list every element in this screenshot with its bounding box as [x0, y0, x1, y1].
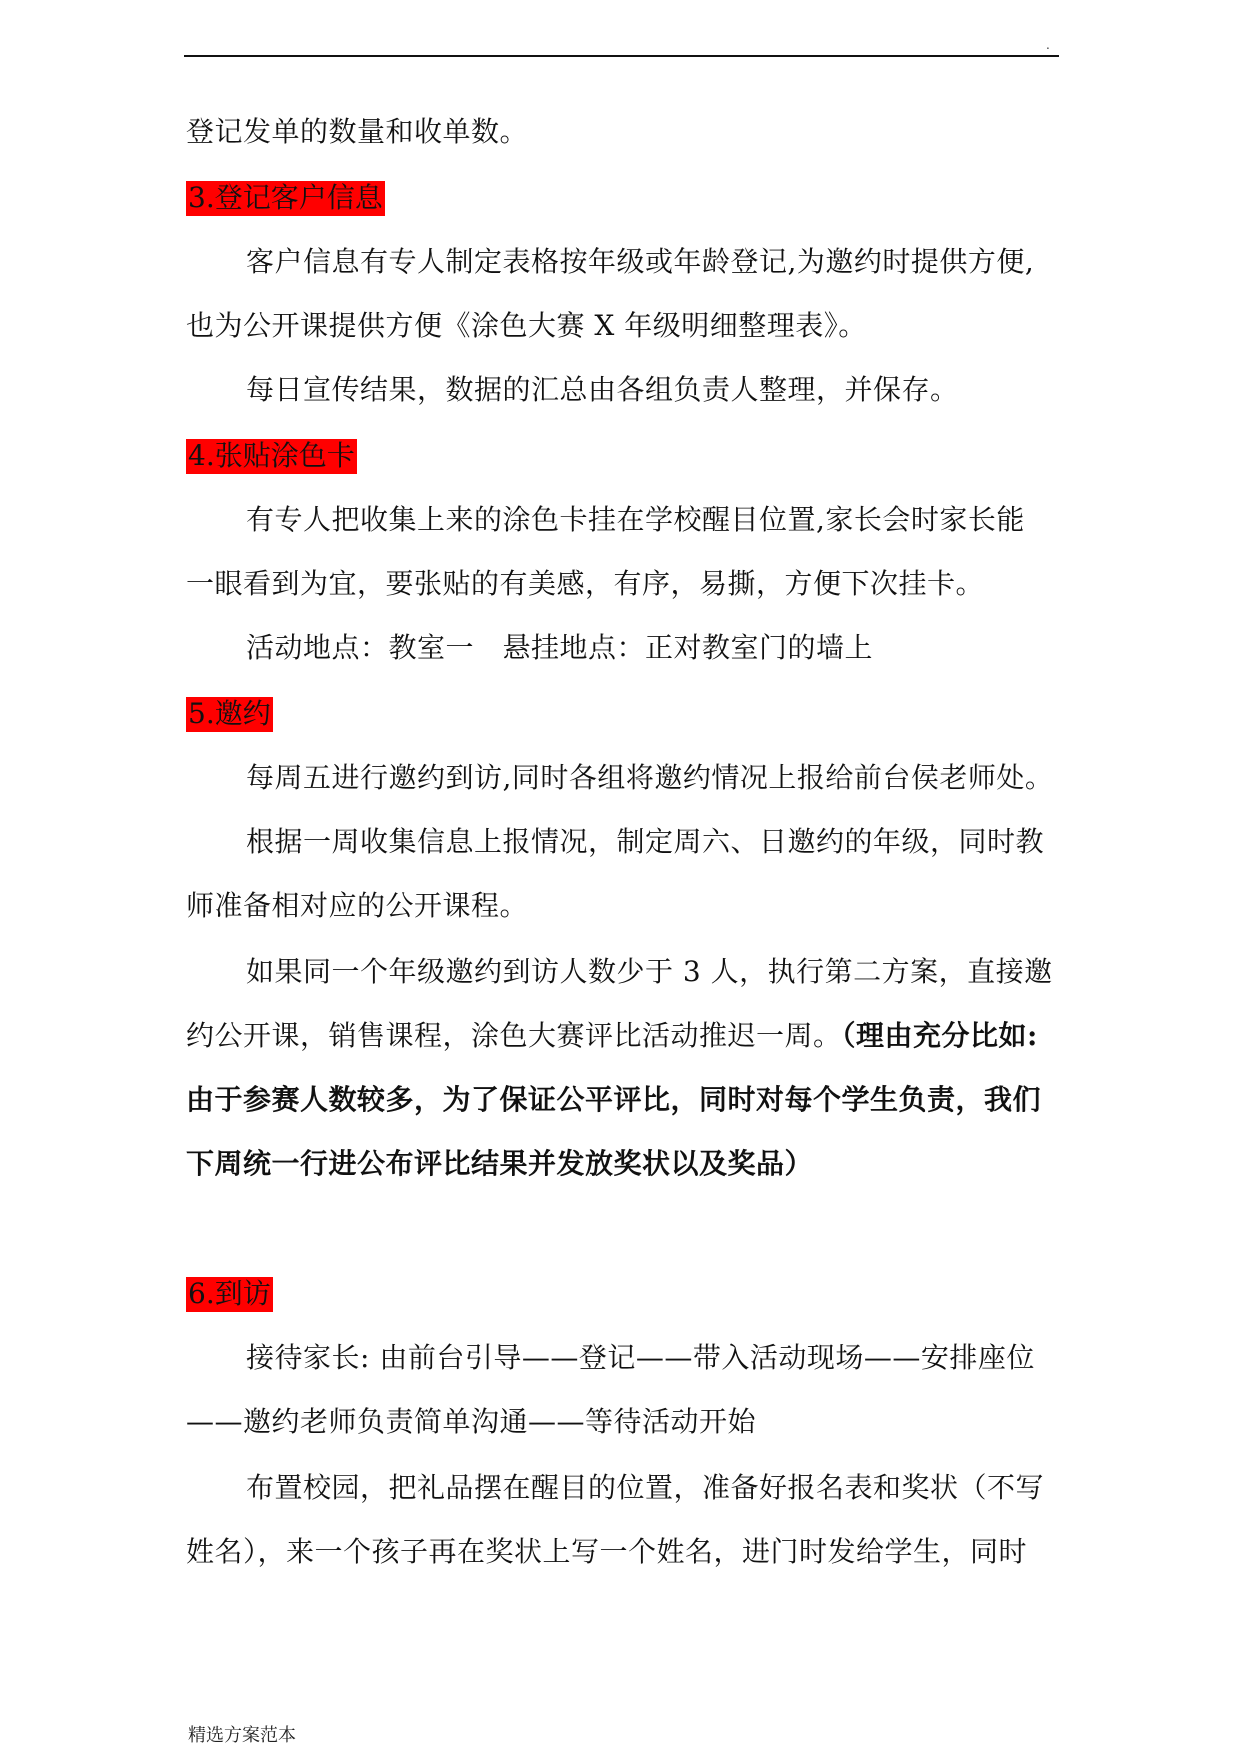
s4-p1-line2: 一眼看到为宜，要张贴的有美感，有序，易撕，方便下次挂卡。 [186, 567, 985, 600]
s5-p3-line4: 下周统一行进公布评比结果并发放奖状以及奖品） [186, 1147, 814, 1180]
s5-p3-line2-normal: 约公开课，销售课程，涂色大赛评比活动推迟一周。 [186, 1019, 842, 1052]
heading-s4-label: 4.张贴涂色卡 [188, 439, 355, 472]
footer-text: 精选方案范本 [188, 1725, 296, 1746]
intro-tail: 登记发单的数量和收单数。 [186, 115, 529, 148]
s5-p3-line2-bold: （理由充分比如: [841, 1019, 1038, 1052]
heading-s6 [186, 1274, 273, 1314]
s5-p1: 每周五进行邀约到访,同时各组将邀约情况上报给前台侯老师处。 [246, 761, 1054, 794]
s5-p2-line1: 根据一周收集信息上报情况，制定周六、日邀约的年级，同时教 [246, 825, 1045, 858]
heading-s5-label: 5.邀约 [188, 697, 271, 730]
header-mark: . [1046, 38, 1050, 52]
s6-p2-line2: 姓名），来一个孩子再在奖状上写一个姓名，进门时发给学生，同时 [186, 1535, 1028, 1568]
heading-s5 [186, 694, 273, 734]
heading-s6-label: 6.到访 [188, 1277, 271, 1310]
s4-p1-line1: 有专人把收集上来的涂色卡挂在学校醒目位置,家长会时家长能 [246, 503, 1025, 536]
s3-p1-line1: 客户信息有专人制定表格按年级或年龄登记,为邀约时提供方便, [246, 245, 1035, 278]
s6-p1-line1: 接待家长: 由前台引导——登记——带入活动现场——安排座位 [246, 1341, 1035, 1374]
heading-s3-label: 3.登记客户信息 [188, 181, 383, 214]
heading-s3 [186, 178, 385, 218]
s3-p1-line2: 也为公开课提供方便《涂色大赛 X 年级明细整理表》。 [186, 309, 867, 342]
s3-p2: 每日宣传结果，数据的汇总由各组负责人整理，并保存。 [246, 373, 959, 406]
s6-p1-line2: ——邀约老师负责简单沟通——等待活动开始 [186, 1405, 757, 1438]
s5-p3-line1: 如果同一个年级邀约到访人数少于 3 人，执行第二方案，直接邀 [246, 955, 1053, 988]
s6-p2-line1: 布置校园，把礼品摆在醒目的位置，准备好报名表和奖状（不写 [246, 1471, 1045, 1504]
s5-p2-line2: 师准备相对应的公开课程。 [186, 889, 529, 922]
s5-p3-line3: 由于参赛人数较多，为了保证公平评比，同时对每个学生负责，我们 [186, 1083, 1042, 1116]
s4-p2: 活动地点：教室一 悬挂地点：正对教室门的墙上 [246, 631, 874, 664]
header-rule [184, 55, 1059, 57]
s5-p3-line2 [186, 1016, 1038, 1056]
heading-s4 [186, 436, 357, 476]
